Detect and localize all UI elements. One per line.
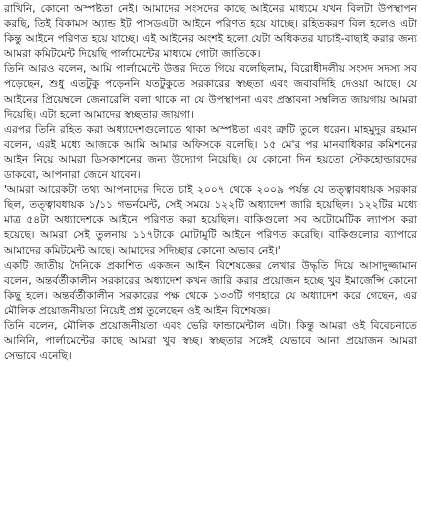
paragraph: একটি জাতীয় দৈনিকে প্রকাশিত একজন আইন বিশেষজ্ঞের লেখার উদ্ধৃতি দিয়ে আসাদুজ্জামান বলেন, অন্তর্বর্তীকালীন সরকারের অধ্যাদেশ কখন জারি করার প্রয়োজন হচ্ছে খুব ইমার্জেন্সি কোনো কিছু হলে। অন্তর্বর্তীকালীন সরকারের পক্ষ থেকে ১৩৩টি গণহারে যে অধ্যাদেশ করে গেছেন, এর মৌলিক প্রয়োজনীয়তা নিয়েই প্রশ্ন তুলেছেন ওই আইন বিশেষজ্ঞ। — [4, 259, 417, 317]
paragraph: 'আমরা আরেকটা তথ্য আপনাদের দিতে চাই ২০০৭ থেকে ২০০৯ পর্যন্ত যে তত্ত্বাবধায়ক সরকার ছিল, তত্ত্বাবধায়ক ১/১১ গভর্নমেন্ট, সেই সময়ে ১২২টি অধ্যাদেশ জারি হয়েছিল। ১২২টির মধ্যে মাত্র ৫৪টা অধ্যাদেশকে আইনে পরিণত করা হয়েছিল। বাকিগুলো সব অটোমেটিক ল্যাপস করা হয়েছে। আমরা সেই তুলনায় ১১৭টাকে মোটামুটি আইনে পরিণত করেছি। বাকিগুলোর ব্যাপারে আমাদের কমিটমেন্ট আছে। আমাদের সদিচ্ছার কোনো অভাব নেই।' — [4, 184, 417, 257]
paragraph: এরপর তিনি রহিত করা অধ্যাদেশগুলোতে থাকা অস্পষ্টতা এবং ত্রুটি তুলে ধরেন। মাহমুদুর রহমান বলেন, এরই মধ্যে আজকে আমি আমার অফিসকে বলেছি। ১৫ মে'র পর মানবাধিকার কমিশনের আইন নিয়ে আমরা ডিসকাশনের জন্য উদ্যোগ নিয়েছি। যে কোনো দিন হয়তো স্টেকহোল্ডারদের ডাকবো, আপনারা জেনে যাবেন। — [4, 123, 417, 182]
paragraph: তিনি আরও বলেন, আমি পার্লামেন্টে উত্তর দিতে গিয়ে বলেছিলাম, বিরোধীদলীয় সংসদ সদস্য সব পড়েছেন, শুধু এতটুকু পড়েননি যতটুকুতে সরকারের স্বচ্ছতা এবং জবাবদিহি দেওয়া আছে। যে আইনের প্রিয়েম্বলে জেনারেলি বলা থাকে না যে উপস্থাপনা এবং প্রস্তাবনা সম্বলিত জায়গায় আমরা দিয়েছি। এটা হলো আমাদের স্বচ্ছতার জায়গা। — [4, 63, 417, 121]
paragraph: তিনি বলেন, মৌলিক প্রয়োজনীয়তা এবং ভেরি ফান্ডামেন্টাল এটা। কিন্তু আমরা ওই বিবেচনাতে আনিনি, পার্লামেন্টের কাছে আমরা খুব স্বচ্ছ। স্বচ্ছতার সঙ্গেই যেভাবে আনা প্রয়োজন আমরা সেভাবে এনেছি। — [4, 319, 417, 363]
paragraph: রাখিনি, কোনো অস্পষ্টতা নেই। আমাদের সংসদের কাছে আইনের মাধ্যমে যখন বিলটা উপস্থাপন করছি, তিই বিকামস অ্যান্ড ইট পাসডএটা আইনে পরিণত হয়ে যাচ্ছে। রহিতকরণ বিল হলেও এটা কিন্তু আইনে পরিণত হয়ে যাচ্ছে। এই আইনের অংশই হলো যেটা অধিকতর যাচাই-বাছাই করার জন্য আমরা কমিটমেন্ট দিয়েছি পার্লামেন্টের মাধ্যমে গোটা জাতিকে। — [4, 3, 417, 61]
